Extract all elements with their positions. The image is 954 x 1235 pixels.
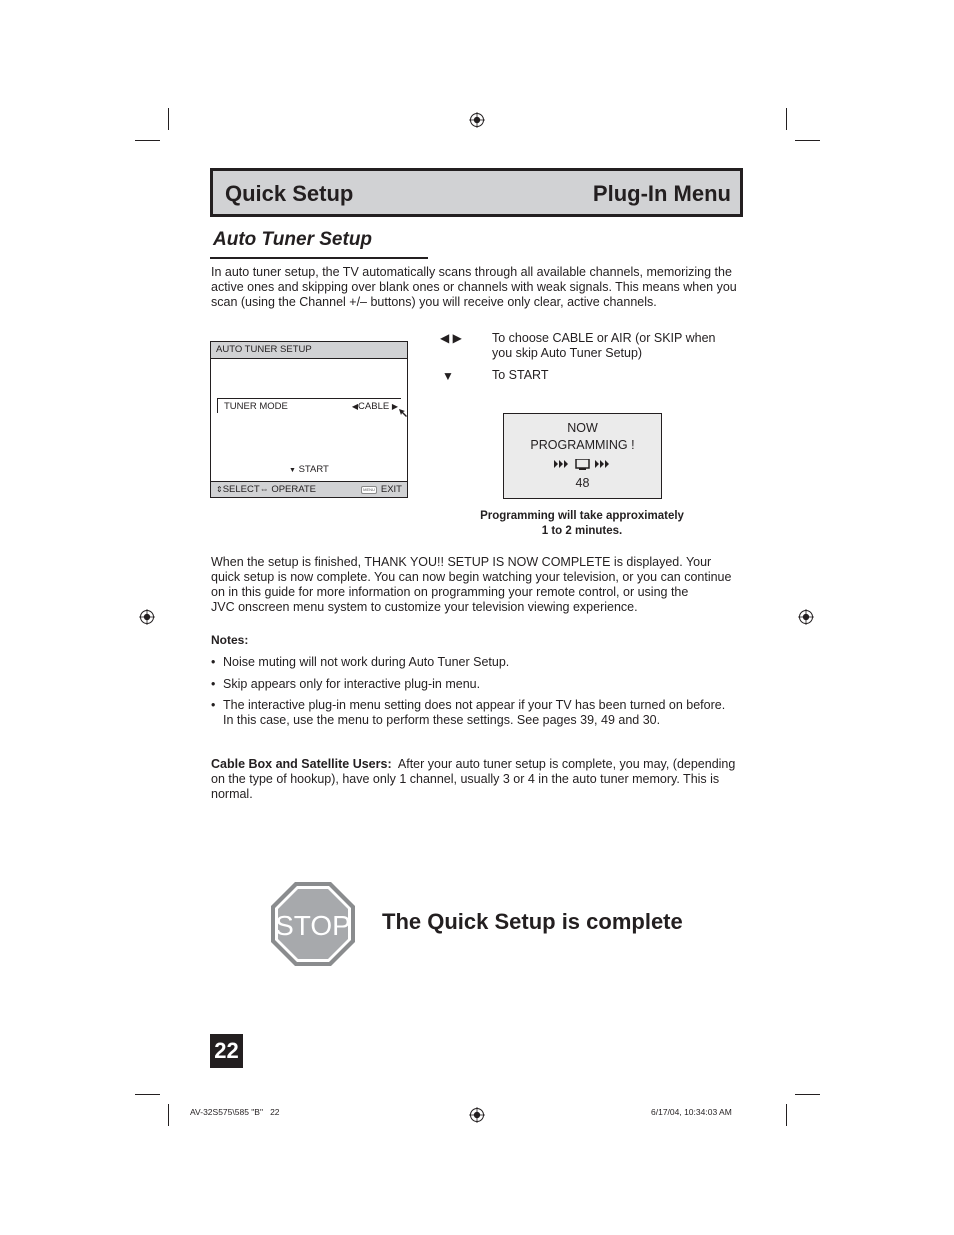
- crop-mark: [786, 1104, 787, 1126]
- menu-start: ▼ START: [289, 464, 329, 475]
- notes-heading: Notes:: [211, 633, 249, 647]
- bullet: •: [211, 698, 216, 712]
- key-instruction-text: To choose CABLE or AIR (or SKIP when: [492, 331, 716, 345]
- finish-line: on in this guide for more information on programming your remote control, or using the: [211, 585, 689, 599]
- menu-button-icon: MENU: [361, 486, 377, 494]
- down-key-icon: ▼: [442, 369, 454, 383]
- menu-footer: [211, 481, 407, 497]
- registration-mark-icon: [469, 1107, 485, 1123]
- completion-message: The Quick Setup is complete: [382, 909, 683, 934]
- exit-label: EXIT: [380, 484, 402, 495]
- arrow-up-down-icon: ⇕: [216, 485, 223, 494]
- header-title-plug-in-menu: Plug-In Menu: [592, 181, 731, 206]
- stop-sign-icon: [270, 881, 356, 967]
- registration-mark-icon: [139, 609, 155, 625]
- arrow-left-icon: ◀: [351, 402, 359, 411]
- crop-mark: [135, 140, 160, 141]
- bullet: •: [211, 655, 216, 669]
- section-rule: [210, 257, 428, 259]
- intro-line: In auto tuner setup, the TV automatically scans through all available channels, memorizing the: [211, 265, 732, 279]
- programming-channel: 48: [575, 476, 590, 490]
- finish-line: When the setup is finished, THANK YOU!! SETUP IS NOW COMPLETE is displayed. Your: [211, 555, 712, 569]
- registration-mark-icon: [798, 609, 814, 625]
- footer-file-info: AV-32S575\585 "B" 22: [190, 1107, 280, 1117]
- left-right-keys-icon: ◀ ▶: [440, 331, 462, 345]
- crop-mark: [135, 1094, 160, 1095]
- stop-sign-text: STOP: [275, 910, 351, 941]
- page-header: [210, 168, 743, 217]
- cable-box-line: Cable Box and Satellite Users: After your auto tuner setup is complete, you may, (depending: [211, 757, 736, 771]
- cable-box-line: on the type of hookup), have only 1 channel, usually 3 or 4 in the auto tuner memory. This is: [211, 772, 720, 786]
- intro-line: active ones and skipping over blank ones or channels with weak signals. This means when you: [211, 280, 737, 294]
- section-title: Auto Tuner Setup: [213, 229, 373, 250]
- crop-mark: [795, 1094, 820, 1095]
- arrow-left-right-icon: ⇔: [259, 484, 269, 494]
- crop-mark: [786, 108, 787, 130]
- arrow-right-icon: ▶: [391, 402, 398, 411]
- key-instruction-text: To START: [492, 368, 549, 382]
- registration-mark-icon: [469, 112, 485, 128]
- bullet: •: [211, 677, 216, 691]
- finish-line: quick setup is now complete. You can now begin watching your television, or you can continue: [211, 570, 732, 584]
- page-number: 22: [210, 1034, 243, 1068]
- cable-box-line: normal.: [211, 787, 253, 801]
- scanning-progress-icon: [554, 459, 612, 470]
- crop-mark: [795, 140, 820, 141]
- tuner-mode-row: [217, 398, 401, 413]
- intro-line: scan (using the Channel +/– buttons) you will receive only clear, active channels.: [211, 295, 657, 309]
- crop-mark: [168, 108, 169, 130]
- tuner-mode-value: ◀CABLE ▶: [351, 401, 398, 412]
- footer-timestamp: 6/17/04, 10:34:03 AM: [651, 1107, 732, 1117]
- crop-mark: [168, 1104, 169, 1126]
- now-programming-screen: [503, 413, 662, 499]
- menu-title: AUTO TUNER SETUP: [211, 342, 407, 359]
- select-operate: ⇕SELECT⇔ OPERATE: [216, 484, 317, 495]
- cursor-arrow-icon: [399, 409, 407, 417]
- tuner-mode-label: TUNER MODE: [224, 401, 288, 412]
- programming-caption: Programming will take approximately 1 to 2 minutes.: [480, 510, 684, 537]
- auto-tuner-setup-menu: [210, 341, 408, 498]
- programming-line: NOW: [567, 421, 598, 435]
- key-instruction-text: you skip Auto Tuner Setup): [492, 346, 643, 360]
- programming-line: PROGRAMMING !: [530, 438, 635, 452]
- header-title-quick-setup: Quick Setup: [225, 181, 354, 206]
- arrow-down-icon: ▼: [289, 467, 296, 474]
- finish-line: JVC onscreen menu system to customize your television viewing experience.: [211, 600, 638, 614]
